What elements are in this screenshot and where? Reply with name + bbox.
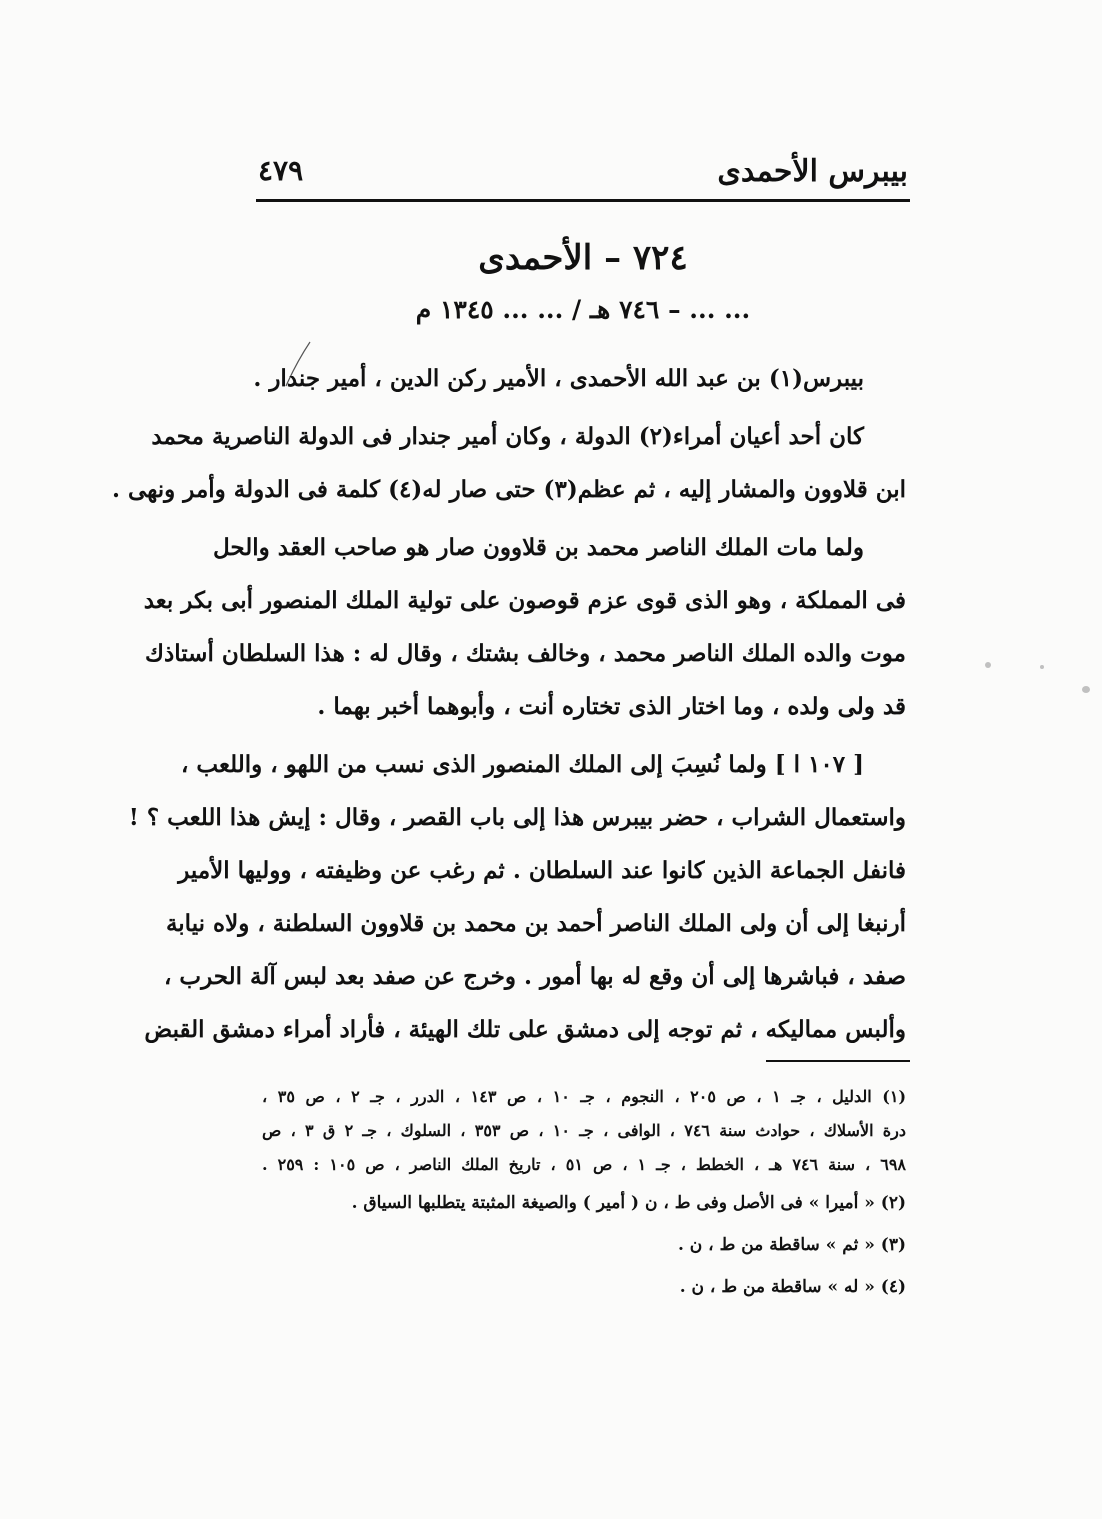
body-line: كان أحد أعيان أمراء(٢) الدولة ، وكان أمير جندار فى الدولة الناصرية محمد [151, 423, 864, 450]
header-rule [256, 199, 910, 202]
body-text [111, 352, 906, 1056]
footnote-line: (٣) « ثم » ساقطة من ط ، ن . [677, 1235, 906, 1255]
page-number: ٤٧٩ [258, 154, 304, 187]
footnotes [262, 1080, 906, 1308]
footnote-rule [766, 1060, 910, 1062]
body-line: ولما مات الملك الناصر محمد بن قلاوون صار هو صاحب العقد والحل [213, 534, 864, 561]
body-line: أرنبغا إلى أن ولى الملك الناصر أحمد بن محمد بن قلاوون السلطنة ، ولاه نيابة [165, 910, 906, 937]
body-line: واستعمال الشراب ، حضر بيبرس هذا إلى باب القصر ، وقال : إيش هذا اللعب ؟ ! [128, 804, 906, 831]
running-head [258, 150, 908, 196]
footnote-line: (٤) « له » ساقطة من ط ، ن . [679, 1277, 906, 1297]
paper-speck [1082, 686, 1090, 693]
footnote-line: (٢) « أميرا » فى الأصل وفى ط ، ن ( أمير ) والصيغة المثبتة يتطلبها السياق . [351, 1193, 906, 1213]
body-line: وألبس مماليكه ، ثم توجه إلى دمشق على تلك الهيئة ، فأراد أمراء دمشق القبض [144, 1016, 906, 1043]
entry-title: ٧٢٤ – الأحمدى [478, 238, 688, 278]
body-line: فانفل الجماعة الذين كانوا عند السلطان . ثم رغب عن وظيفته ، ووليها الأمير [178, 857, 906, 884]
footnote-line: (١) الدليل ، جـ ١ ، ص ٢٠٥ ، النجوم ، جـ ١٠ ، ص ١٤٣ ، الدرر ، جـ ٢ ، ص ٣٥ ، [262, 1087, 907, 1106]
body-line: قد ولى ولده ، وما اختار الذى تختاره أنت ، وأبوهما أخبر بهما . [317, 693, 906, 720]
paper-speck [1040, 665, 1044, 669]
running-head-title: بيبرس الأحمدى [717, 154, 908, 189]
body-line: بيبرس(١) بن عبد الله الأحمدى ، الأمير ركن الدين ، أمير جندار . [253, 365, 864, 392]
footnote-line: ٦٩٨ ، سنة ٧٤٦ هـ ، الخطط ، جـ ١ ، ص ٥١ ، تاريخ الملك الناصر ، ص ١٠٥ : ٢٥٩ . [262, 1155, 906, 1174]
paper-speck [985, 662, 991, 668]
entry-dates: ... ... – ٧٤٦ هـ / ... ... ١٣٤٥ م [415, 295, 751, 324]
body-line: [ ١٠٧ ا ] ولما نُسِبَ إلى الملك المنصور الذى نسب من اللهو ، واللعب ، [180, 751, 864, 778]
footnote-line: درة الأسلاك ، حوادث سنة ٧٤٦ ، الوافى ، جـ ١٠ ، ص ٣٥٣ ، السلوك ، جـ ٢ ق ٣ ، ص [262, 1121, 907, 1140]
body-line: موت والده الملك الناصر محمد ، وخالف بشتك ، وقال له : هذا السلطان أستاذك [145, 640, 906, 667]
body-line: ابن قلاوون والمشار إليه ، ثم عظم(٣) حتى صار له(٤) كلمة فى الدولة وأمر ونهى . [111, 476, 906, 503]
body-line: صفد ، فباشرها إلى أن وقع له بها أمور . وخرج عن صفد بعد لبس آلة الحرب ، [164, 963, 906, 990]
body-line: فى المملكة ، وهو الذى قوى عزم قوصون على تولية الملك المنصور أبى بكر بعد [143, 587, 906, 614]
